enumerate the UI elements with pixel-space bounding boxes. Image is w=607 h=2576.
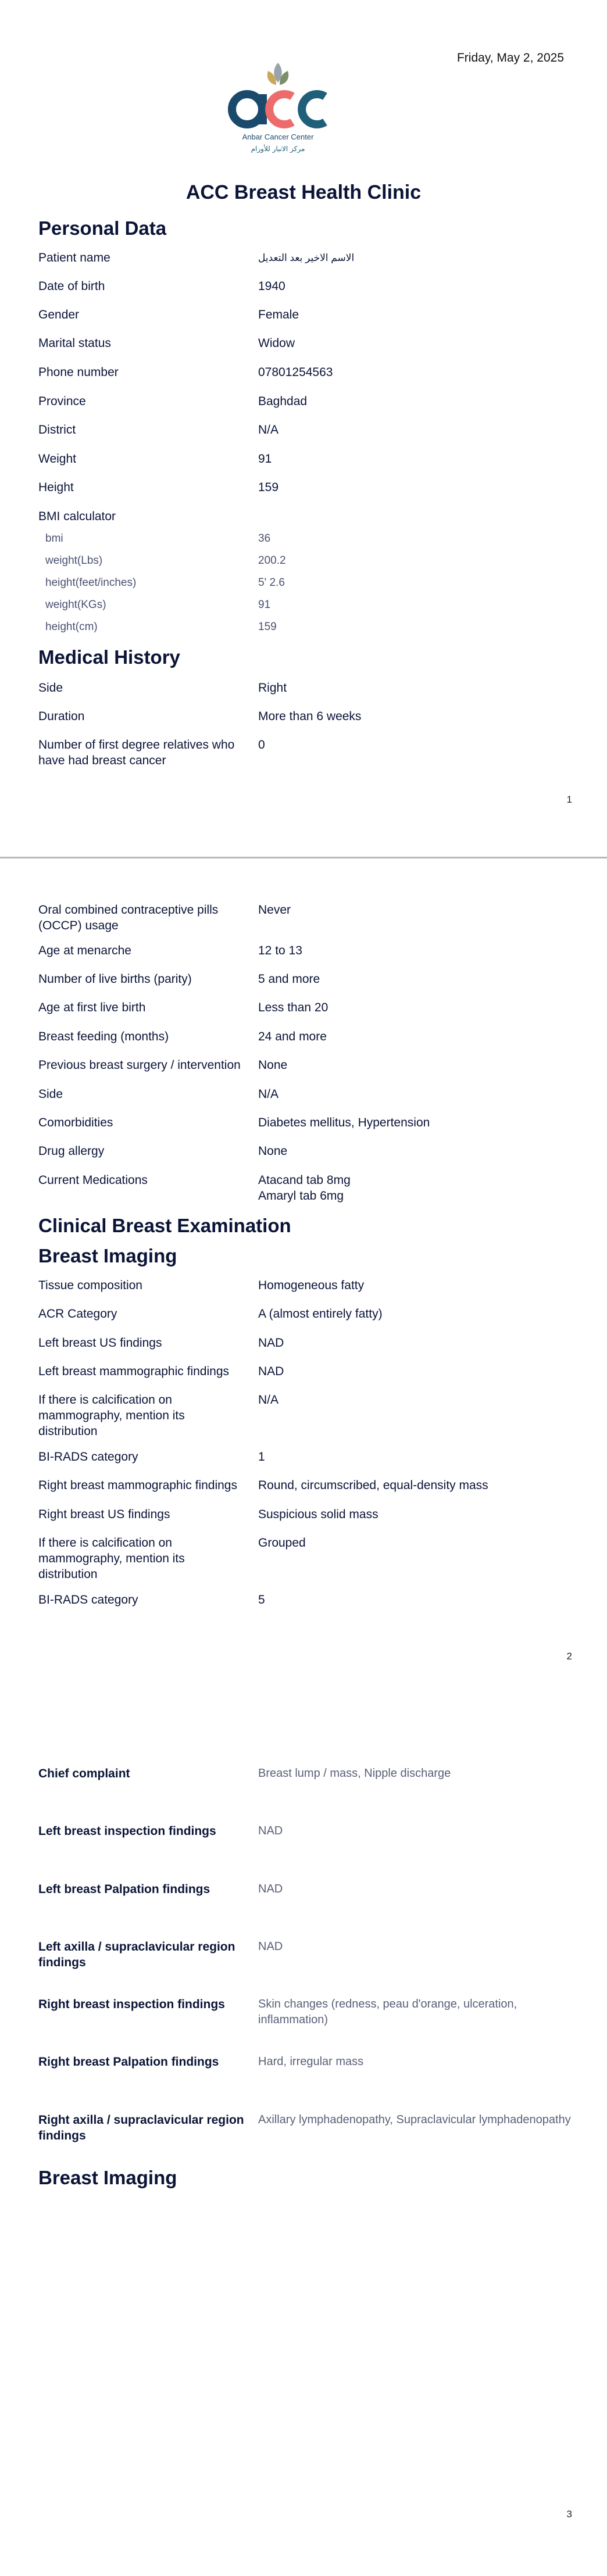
label: Gender — [38, 308, 80, 321]
row-left-inspection — [38, 1823, 573, 1839]
value: 0 — [258, 738, 265, 752]
label: Weight — [38, 452, 76, 466]
value: N/A — [258, 1087, 279, 1101]
row-previous-surgery — [38, 1057, 573, 1073]
label: BI-RADS category — [38, 1450, 138, 1464]
row-left-us — [38, 1335, 573, 1351]
value: 5 — [258, 1593, 265, 1607]
value: NAD — [258, 1336, 284, 1350]
row-height — [38, 480, 573, 495]
value: Never — [258, 903, 291, 917]
page-3 — [0, 1720, 607, 2576]
row-current-medications — [38, 1172, 573, 1204]
row-drug-allergy — [38, 1143, 573, 1159]
value: Homogeneous fatty — [258, 1279, 365, 1292]
label: Patient name — [38, 251, 110, 264]
value: 91 — [258, 599, 271, 611]
label: Tissue composition — [38, 1279, 142, 1292]
value: Hard, irregular mass — [258, 2055, 364, 2068]
clinic-title: ACC Breast Health Clinic — [185, 181, 422, 203]
label: Previous breast surgery / intervention — [38, 1058, 241, 1072]
value: Female — [258, 308, 299, 321]
label: Current Medications — [38, 1173, 148, 1187]
label: Left breast mammographic findings — [38, 1365, 229, 1378]
label: Left breast inspection findings — [38, 1824, 216, 1838]
acc-logo — [223, 58, 333, 163]
label: weight(Lbs) — [45, 554, 103, 567]
bmi-row-weight-kgs — [45, 599, 569, 611]
value: 36 — [258, 532, 271, 545]
value: 07801254563 — [258, 366, 333, 379]
page-1 — [0, 0, 607, 854]
value: Skin changes (redness, peau d'orange, ulceration, inflammation) — [258, 1998, 517, 2026]
value: Baghdad — [258, 395, 308, 408]
row-acr-category — [38, 1306, 573, 1322]
label: Phone number — [38, 366, 119, 379]
label: Number of live births (parity) — [38, 972, 192, 986]
medication-2: Amaryl tab 6mg — [258, 1189, 344, 1203]
breast-imaging-heading: Breast Imaging — [38, 1245, 177, 1266]
bmi-row-height-cm — [45, 621, 569, 634]
value — [258, 509, 573, 524]
label: Age at first live birth — [38, 1001, 146, 1014]
row-breast-feeding — [38, 1029, 573, 1044]
row-right-axilla — [38, 2112, 573, 2144]
row-marital-status — [38, 335, 573, 351]
label: Right breast mammographic findings — [38, 1479, 237, 1492]
label: District — [38, 423, 76, 437]
row-gender — [38, 307, 573, 323]
value: 1 — [258, 1450, 265, 1464]
page-2 — [0, 859, 607, 1702]
row-parity — [38, 971, 573, 987]
value: None — [258, 1058, 288, 1072]
label: bmi — [45, 532, 63, 545]
label: Drug allergy — [38, 1144, 105, 1158]
label: height(feet/inches) — [45, 577, 137, 589]
row-right-palpation — [38, 2054, 573, 2070]
label: Side — [38, 681, 63, 695]
acc-logo-icon — [223, 58, 333, 163]
label: Province — [38, 395, 86, 408]
row-district — [38, 422, 573, 438]
value — [258, 1172, 573, 1204]
row-age-menarche — [38, 943, 573, 958]
label: Right axilla / supraclavicular region findings — [38, 2113, 244, 2142]
label: Height — [38, 481, 74, 494]
bmi-row-weight-lbs — [45, 554, 569, 567]
label: Number of first degree relatives who have had breast cancer — [38, 738, 235, 767]
value: 24 and more — [258, 1030, 327, 1043]
value: NAD — [258, 1824, 283, 1837]
row-left-calcification — [38, 1392, 573, 1439]
row-chief-complaint — [38, 1766, 573, 1781]
row-weight — [38, 451, 573, 467]
breast-imaging-heading-2: Breast Imaging — [38, 2167, 177, 2188]
value: Grouped — [258, 1536, 306, 1550]
row-date-of-birth — [38, 278, 573, 294]
value: Less than 20 — [258, 1001, 329, 1014]
label: Right breast Palpation findings — [38, 2055, 219, 2069]
bmi-row-bmi — [45, 532, 569, 545]
label: Left breast Palpation findings — [38, 1883, 210, 1896]
label: Right breast inspection findings — [38, 1998, 225, 2011]
label: Left breast US findings — [38, 1336, 162, 1350]
medical-history-heading: Medical History — [38, 646, 180, 668]
label: Age at menarche — [38, 944, 131, 957]
value: Suspicious solid mass — [258, 1508, 379, 1521]
medication-1: Atacand tab 8mg — [258, 1173, 351, 1187]
value: Axillary lymphadenopathy, Supraclavicular lymphadenopathy — [258, 2113, 571, 2126]
value: Breast lump / mass, Nipple discharge — [258, 1767, 451, 1780]
value: A (almost entirely fatty) — [258, 1307, 383, 1321]
value: NAD — [258, 1940, 283, 1953]
value: More than 6 weeks — [258, 710, 362, 723]
page-number: 3 — [566, 2509, 572, 2520]
value: N/A — [258, 423, 279, 437]
label: BI-RADS category — [38, 1593, 138, 1607]
row-patient-name — [38, 250, 573, 266]
value: 1940 — [258, 280, 285, 293]
value: Widow — [258, 337, 295, 350]
value: 91 — [258, 452, 272, 466]
row-right-calcification — [38, 1535, 573, 1582]
value: Right — [258, 681, 287, 695]
value: Round, circumscribed, equal-density mass — [258, 1479, 488, 1492]
value: None — [258, 1144, 288, 1158]
value: NAD — [258, 1883, 283, 1895]
label: Oral combined contraceptive pills (OCCP) usage — [38, 903, 219, 932]
row-phone-number — [38, 364, 573, 380]
page-number: 2 — [566, 1651, 572, 1662]
value: 159 — [258, 621, 277, 633]
label: weight(KGs) — [45, 599, 106, 611]
personal-data-heading: Personal Data — [38, 217, 167, 239]
clinical-exam-heading: Clinical Breast Examination — [38, 1215, 291, 1236]
label: Marital status — [38, 337, 111, 350]
row-right-inspection — [38, 1997, 573, 2028]
value: 5 and more — [258, 972, 320, 986]
label: Chief complaint — [38, 1767, 130, 1780]
row-right-birads — [38, 1592, 573, 1608]
logo-text-en: Anbar Cancer Center — [242, 133, 314, 141]
row-tissue-composition — [38, 1278, 573, 1293]
row-occp — [38, 902, 573, 933]
label: BMI calculator — [38, 510, 116, 523]
value: NAD — [258, 1365, 284, 1378]
row-left-palpation — [38, 1881, 573, 1897]
row-right-mammo — [38, 1477, 573, 1493]
label: Breast feeding (months) — [38, 1030, 169, 1043]
row-right-us — [38, 1507, 573, 1522]
label: If there is calcification on mammography, mention its distribution — [38, 1393, 185, 1438]
row-left-birads — [38, 1449, 573, 1465]
page-number: 1 — [566, 794, 572, 805]
label: Duration — [38, 710, 85, 723]
row-side — [38, 680, 573, 696]
logo-text-ar: مركز الانبار للأورام — [251, 145, 305, 153]
label: Left axilla / supraclavicular region findings — [38, 1940, 235, 1969]
label: height(cm) — [45, 621, 98, 633]
value: 159 — [258, 481, 279, 494]
label: Side — [38, 1087, 63, 1101]
page-separator — [0, 857, 607, 858]
value: 12 to 13 — [258, 944, 302, 957]
value: 200.2 — [258, 554, 286, 567]
label: ACR Category — [38, 1307, 117, 1321]
row-left-mammo — [38, 1364, 573, 1379]
row-duration — [38, 709, 573, 724]
row-province — [38, 393, 573, 409]
value: 5' 2.6 — [258, 577, 285, 589]
label: Right breast US findings — [38, 1508, 170, 1521]
row-comorbidities — [38, 1115, 573, 1130]
value: الاسم الاخير بعد التعديل — [258, 252, 355, 263]
row-bmi-calculator — [38, 509, 573, 524]
label: Date of birth — [38, 280, 105, 293]
label: Comorbidities — [38, 1116, 113, 1129]
bmi-row-height-feet — [45, 577, 569, 589]
row-first-degree-relatives — [38, 737, 573, 768]
row-left-axilla — [38, 1939, 573, 1970]
report-date: Friday, May 2, 2025 — [456, 51, 564, 65]
value: Diabetes mellitus, Hypertension — [258, 1116, 430, 1129]
value: N/A — [258, 1393, 279, 1407]
label: If there is calcification on mammography, mention its distribution — [38, 1536, 185, 1581]
row-surgery-side — [38, 1086, 573, 1102]
row-age-first-birth — [38, 1000, 573, 1015]
